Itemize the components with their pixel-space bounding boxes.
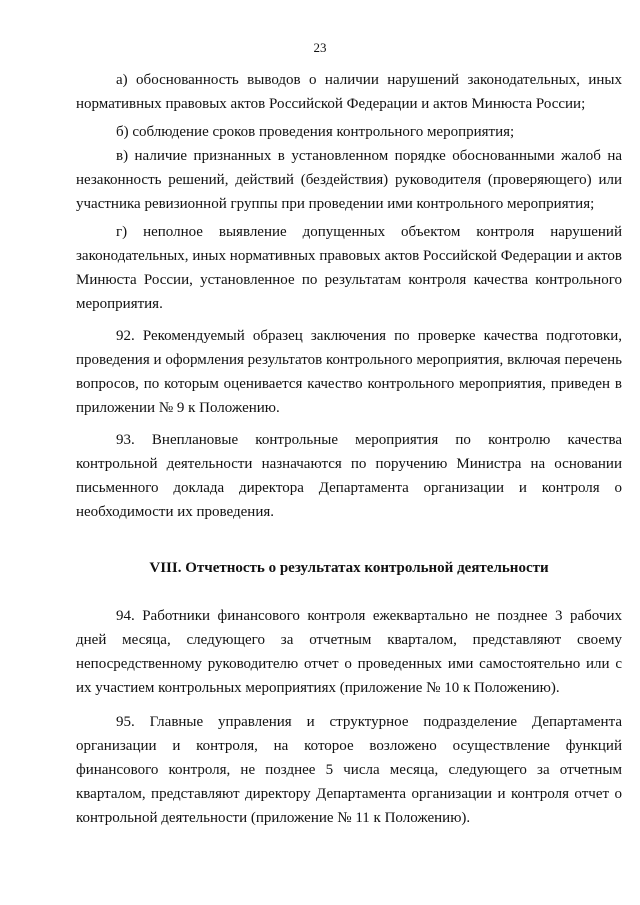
paragraph-b: б) соблюдение сроков проведения контрольного мероприятия; xyxy=(116,124,515,140)
paragraph-95: 95. Главные управления и структурное подразделение Департамента организации и контроля, на которое возложено осуществление функций финансового контроля, не позднее 5 числа месяца, следующего за отчетным кварталом, представляют директору Департамента организации и контроля отчет о контрольной деятельности (приложение № 11 к Положению). xyxy=(76,714,622,826)
section-heading: VIII. Отчетность о результатах контрольной деятельности xyxy=(149,560,549,576)
paragraph-v: в) наличие признанных в установленном порядке обоснованными жалоб на незаконность решений, действий (бездействия) руководителя (проверяющего) или участника ревизионной группы при проведении ими контрольного мероприятия; xyxy=(76,148,622,212)
page-number: 23 xyxy=(313,40,327,55)
paragraph-94: 94. Работники финансового контроля ежеквартально не позднее 3 рабочих дней месяца, следующего за отчетным кварталом, представляют своему непосредственному руководителю отчет о проведенных ими самостоятельно или с их участием контрольных мероприятиях (приложение № 10 к Положению). xyxy=(76,608,622,696)
paragraph-92: 92. Рекомендуемый образец заключения по проверке качества подготовки, проведения и оформления результатов контрольного мероприятия, включая перечень вопросов, по которым оценивается качество контрольного мероприятия, приведен в приложении № 9 к Положению. xyxy=(76,328,622,416)
paragraph-g: г) неполное выявление допущенных объектом контроля нарушений законодательных, иных нормативных правовых актов Российской Федерации и актов Минюста России, установленное по результатам контроля качества контрольного мероприятия. xyxy=(76,224,622,312)
paragraph-93: 93. Внеплановые контрольные мероприятия по контролю качества контрольной деятельности назначаются по поручению Министра на основании письменного доклада директора Департамента организации и контроля о необходимости их проведения. xyxy=(76,432,622,520)
paragraph-a: а) обоснованность выводов о наличии нарушений законодательных, иных нормативных правовых актов Российской Федерации и актов Минюста России; xyxy=(76,72,622,112)
